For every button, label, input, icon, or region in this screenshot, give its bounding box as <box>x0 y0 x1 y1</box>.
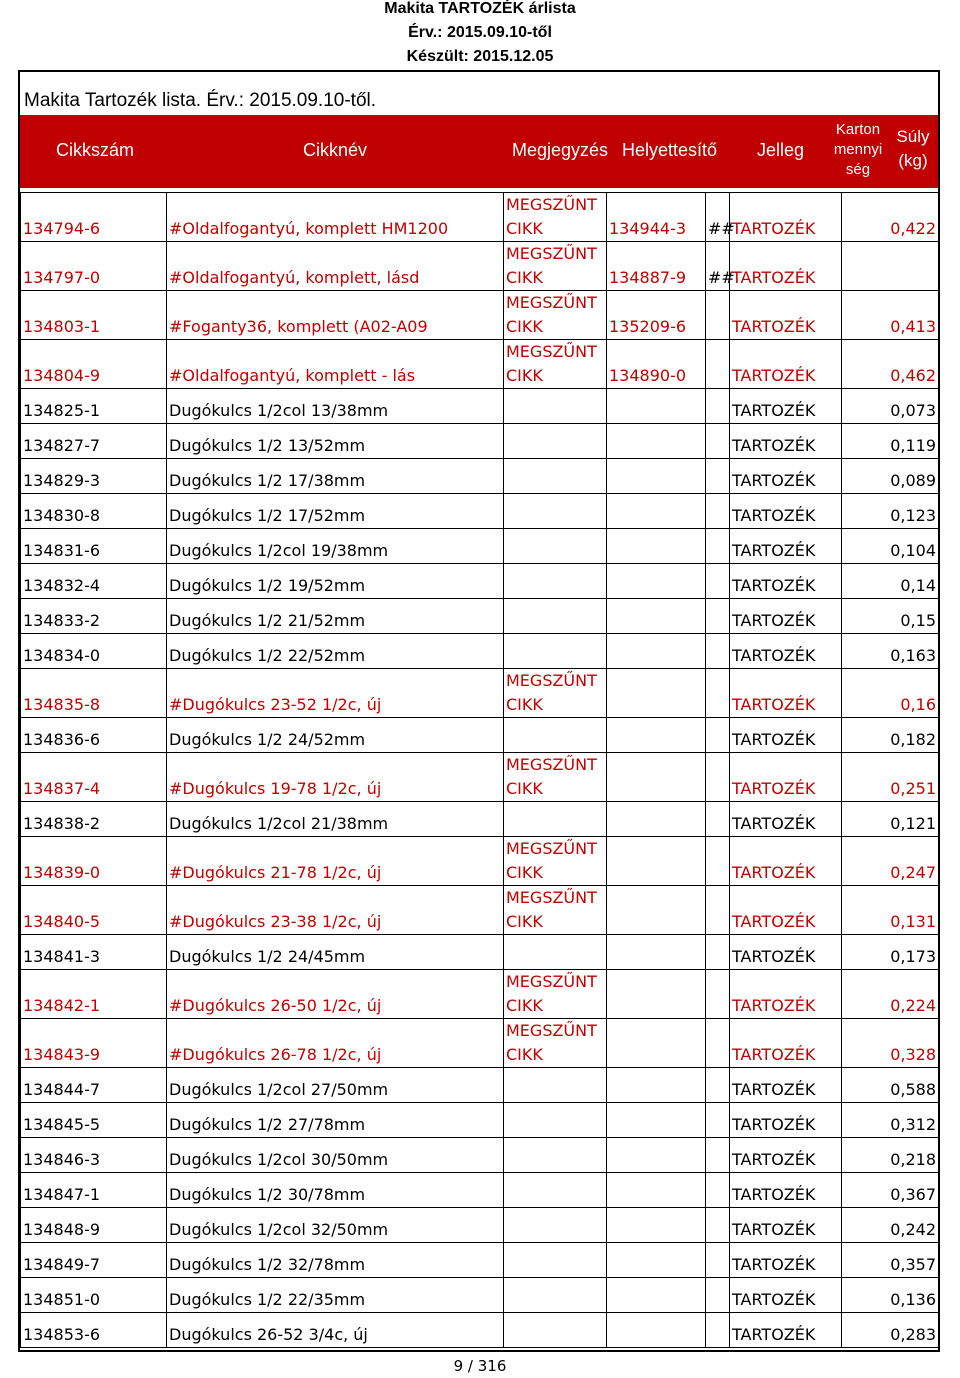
table-row <box>21 494 939 529</box>
replacement-cell <box>607 1068 706 1103</box>
item-name-cell: #Dugókulcs 26-50 1/2c, új <box>167 970 504 1019</box>
carton-cell <box>706 669 730 718</box>
item-name-cell: Dugókulcs 1/2 32/78mm <box>167 1243 504 1278</box>
type-cell: TARTOZÉK <box>730 970 842 1019</box>
item-name-cell: #Dugókulcs 23-38 1/2c, új <box>167 886 504 935</box>
weight-cell: 0,462 <box>842 340 939 389</box>
item-code-cell: 134840-5 <box>21 886 167 935</box>
carton-cell <box>706 459 730 494</box>
note-cell <box>504 1313 607 1348</box>
item-name-cell: Dugókulcs 1/2 22/52mm <box>167 634 504 669</box>
weight-cell: 0,312 <box>842 1103 939 1138</box>
type-cell: TARTOZÉK <box>730 459 842 494</box>
carton-cell <box>706 340 730 389</box>
weight-cell: 0,218 <box>842 1138 939 1173</box>
table-row <box>21 193 939 242</box>
carton-cell <box>706 529 730 564</box>
weight-cell: 0,15 <box>842 599 939 634</box>
table-row <box>21 1208 939 1243</box>
carton-cell <box>706 1173 730 1208</box>
table-row <box>21 935 939 970</box>
replacement-cell <box>607 1103 706 1138</box>
type-cell: TARTOZÉK <box>730 599 842 634</box>
replacement-cell <box>607 970 706 1019</box>
item-code-cell: 134839-0 <box>21 837 167 886</box>
weight-cell: 0,413 <box>842 291 939 340</box>
item-code-cell: 134838-2 <box>21 802 167 837</box>
table-row <box>21 459 939 494</box>
note-cell <box>504 1208 607 1243</box>
replacement-cell <box>607 1138 706 1173</box>
replacement-cell <box>607 634 706 669</box>
replacement-cell <box>607 1208 706 1243</box>
item-code-cell: 134846-3 <box>21 1138 167 1173</box>
carton-cell <box>706 718 730 753</box>
replacement-cell <box>607 389 706 424</box>
weight-cell: 0,121 <box>842 802 939 837</box>
carton-cell <box>706 424 730 459</box>
item-name-cell: Dugókulcs 1/2 30/78mm <box>167 1173 504 1208</box>
weight-cell: 0,224 <box>842 970 939 1019</box>
sheet-title: Makita Tartozék lista. Érv.: 2015.09.10-től. <box>24 90 377 111</box>
item-name-cell: Dugókulcs 1/2 27/78mm <box>167 1103 504 1138</box>
weight-cell: 0,182 <box>842 718 939 753</box>
type-cell: TARTOZÉK <box>730 529 842 564</box>
type-cell: TARTOZÉK <box>730 718 842 753</box>
replacement-cell <box>607 1243 706 1278</box>
type-cell: TARTOZÉK <box>730 1208 842 1243</box>
note-cell: MEGSZŰNT CIKK <box>504 886 607 935</box>
item-code-cell: 134833-2 <box>21 599 167 634</box>
table-row <box>21 1019 939 1068</box>
item-code-cell: 134835-8 <box>21 669 167 718</box>
type-cell: TARTOZÉK <box>730 1103 842 1138</box>
carton-cell <box>706 1278 730 1313</box>
item-code-cell: 134851-0 <box>21 1278 167 1313</box>
item-code-cell: 134844-7 <box>21 1068 167 1103</box>
carton-cell <box>706 599 730 634</box>
item-name-cell: Dugókulcs 1/2 22/35mm <box>167 1278 504 1313</box>
weight-cell: 0,119 <box>842 424 939 459</box>
item-name-cell: Dugókulcs 1/2col 13/38mm <box>167 389 504 424</box>
carton-cell <box>706 1208 730 1243</box>
item-name-cell: Dugókulcs 1/2 24/52mm <box>167 718 504 753</box>
item-name-cell: Dugókulcs 1/2col 27/50mm <box>167 1068 504 1103</box>
table-row <box>21 291 939 340</box>
table-row <box>21 1173 939 1208</box>
item-code-cell: 134837-4 <box>21 753 167 802</box>
item-name-cell: Dugókulcs 1/2 17/52mm <box>167 494 504 529</box>
weight-cell: 0,422 <box>842 193 939 242</box>
replacement-cell <box>607 459 706 494</box>
carton-cell <box>706 1068 730 1103</box>
type-cell: TARTOZÉK <box>730 1173 842 1208</box>
carton-cell <box>706 1313 730 1348</box>
note-cell: MEGSZŰNT CIKK <box>504 837 607 886</box>
col-replacement-header: Helyettesítő <box>622 140 718 160</box>
page-number: 9 / 316 <box>453 1357 507 1375</box>
item-name-cell: Dugókulcs 1/2col 30/50mm <box>167 1138 504 1173</box>
item-code-cell: 134836-6 <box>21 718 167 753</box>
item-code-cell: 134831-6 <box>21 529 167 564</box>
table-row <box>21 242 939 291</box>
table-row <box>21 837 939 886</box>
type-cell: TARTOZÉK <box>730 1019 842 1068</box>
table-row <box>21 424 939 459</box>
table-row <box>21 970 939 1019</box>
item-name-cell: #Dugókulcs 26-78 1/2c, új <box>167 1019 504 1068</box>
weight-cell: 0,163 <box>842 634 939 669</box>
item-name-cell: Dugókulcs 1/2col 32/50mm <box>167 1208 504 1243</box>
item-name-cell: Dugókulcs 26-52 3/4c, új <box>167 1313 504 1348</box>
replacement-cell <box>607 599 706 634</box>
item-code-cell: 134848-9 <box>21 1208 167 1243</box>
carton-cell <box>706 886 730 935</box>
table-row <box>21 802 939 837</box>
carton-cell <box>706 634 730 669</box>
weight-cell: 0,357 <box>842 1243 939 1278</box>
item-code-cell: 134794-6 <box>21 193 167 242</box>
item-name-cell: #Dugókulcs 23-52 1/2c, új <box>167 669 504 718</box>
document-title: Makita TARTOZÉK árlista <box>384 0 576 17</box>
note-cell: MEGSZŰNT CIKK <box>504 669 607 718</box>
table-row <box>21 1068 939 1103</box>
table-row <box>21 340 939 389</box>
table-row <box>21 599 939 634</box>
item-code-cell: 134829-3 <box>21 459 167 494</box>
note-cell: MEGSZŰNT CIKK <box>504 970 607 1019</box>
replacement-cell <box>607 529 706 564</box>
replacement-cell: 134890-0 <box>607 340 706 389</box>
weight-cell: 0,173 <box>842 935 939 970</box>
table-row <box>21 1313 939 1348</box>
item-code-cell: 134843-9 <box>21 1019 167 1068</box>
item-code-cell: 134841-3 <box>21 935 167 970</box>
item-code-cell: 134853-6 <box>21 1313 167 1348</box>
note-cell: MEGSZŰNT CIKK <box>504 193 607 242</box>
replacement-cell <box>607 802 706 837</box>
type-cell: TARTOZÉK <box>730 935 842 970</box>
note-cell: MEGSZŰNT CIKK <box>504 291 607 340</box>
note-cell: MEGSZŰNT CIKK <box>504 242 607 291</box>
note-cell <box>504 1173 607 1208</box>
type-cell: TARTOZÉK <box>730 424 842 459</box>
carton-cell <box>706 970 730 1019</box>
table-row <box>21 564 939 599</box>
item-name-cell: Dugókulcs 1/2 24/45mm <box>167 935 504 970</box>
type-cell: TARTOZÉK <box>730 802 842 837</box>
weight-cell: 0,123 <box>842 494 939 529</box>
col-carton-header: Karton mennyi ség <box>833 121 883 178</box>
item-code-cell: 134849-7 <box>21 1243 167 1278</box>
weight-cell: 0,283 <box>842 1313 939 1348</box>
col-weight-header: Súly (kg) <box>896 127 930 170</box>
table-row <box>21 634 939 669</box>
table-row <box>21 529 939 564</box>
item-code-cell: 134804-9 <box>21 340 167 389</box>
item-name-cell: Dugókulcs 1/2 13/52mm <box>167 424 504 459</box>
replacement-cell <box>607 424 706 459</box>
type-cell: TARTOZÉK <box>730 340 842 389</box>
replacement-cell <box>607 753 706 802</box>
item-code-cell: 134834-0 <box>21 634 167 669</box>
note-cell <box>504 935 607 970</box>
weight-cell: 0,242 <box>842 1208 939 1243</box>
item-code-cell: 134830-8 <box>21 494 167 529</box>
weight-cell: 0,16 <box>842 669 939 718</box>
carton-cell <box>706 837 730 886</box>
item-name-cell: #Oldalfogantyú, komplett HM1200 <box>167 193 504 242</box>
type-cell: TARTOZÉK <box>730 669 842 718</box>
note-cell <box>504 529 607 564</box>
table-row <box>21 1138 939 1173</box>
note-cell <box>504 459 607 494</box>
replacement-cell <box>607 718 706 753</box>
item-name-cell: #Foganty36, komplett (A02-A09 <box>167 291 504 340</box>
weight-cell <box>842 242 939 291</box>
note-cell <box>504 494 607 529</box>
note-cell <box>504 1068 607 1103</box>
type-cell: TARTOZÉK <box>730 1068 842 1103</box>
table-row <box>21 886 939 935</box>
weight-cell: 0,588 <box>842 1068 939 1103</box>
note-cell <box>504 1138 607 1173</box>
carton-cell <box>706 1138 730 1173</box>
validity-date: Érv.: 2015.09.10-től <box>408 24 552 41</box>
type-cell: TARTOZÉK <box>730 634 842 669</box>
weight-cell: 0,367 <box>842 1173 939 1208</box>
note-cell <box>504 564 607 599</box>
item-code-cell: 134797-0 <box>21 242 167 291</box>
replacement-cell <box>607 1278 706 1313</box>
weight-cell: 0,136 <box>842 1278 939 1313</box>
weight-cell: 0,328 <box>842 1019 939 1068</box>
carton-cell <box>706 935 730 970</box>
carton-cell <box>706 802 730 837</box>
col-note-header: Megjegyzés <box>512 140 609 160</box>
type-cell: TARTOZÉK <box>730 1313 842 1348</box>
item-name-cell: Dugókulcs 1/2 19/52mm <box>167 564 504 599</box>
carton-cell <box>706 494 730 529</box>
col-name-header: Cikknév <box>303 140 368 160</box>
weight-cell: 0,104 <box>842 529 939 564</box>
created-date: Készült: 2015.12.05 <box>406 48 554 65</box>
note-cell: MEGSZŰNT CIKK <box>504 340 607 389</box>
weight-cell: 0,247 <box>842 837 939 886</box>
note-cell <box>504 802 607 837</box>
weight-cell: 0,073 <box>842 389 939 424</box>
replacement-cell <box>607 564 706 599</box>
note-cell <box>504 1243 607 1278</box>
table-row <box>21 753 939 802</box>
replacement-cell <box>607 1173 706 1208</box>
carton-cell <box>706 1243 730 1278</box>
item-name-cell: #Dugókulcs 21-78 1/2c, új <box>167 837 504 886</box>
note-cell: MEGSZŰNT CIKK <box>504 1019 607 1068</box>
type-cell: TARTOZÉK <box>730 291 842 340</box>
type-cell: TARTOZÉK <box>730 1138 842 1173</box>
table-row <box>21 389 939 424</box>
type-cell: TARTOZÉK <box>730 193 842 242</box>
note-cell <box>504 634 607 669</box>
replacement-cell <box>607 669 706 718</box>
item-name-cell: #Dugókulcs 19-78 1/2c, új <box>167 753 504 802</box>
type-cell: TARTOZÉK <box>730 753 842 802</box>
carton-cell: ## <box>706 242 730 291</box>
item-code-cell: 134845-5 <box>21 1103 167 1138</box>
column-header-band <box>20 115 938 188</box>
item-name-cell: #Oldalfogantyú, komplett, lásd <box>167 242 504 291</box>
item-code-cell: 134825-1 <box>21 389 167 424</box>
weight-cell: 0,089 <box>842 459 939 494</box>
carton-cell: ## <box>706 193 730 242</box>
replacement-cell <box>607 935 706 970</box>
note-cell: MEGSZŰNT CIKK <box>504 753 607 802</box>
note-cell <box>504 718 607 753</box>
type-cell: TARTOZÉK <box>730 837 842 886</box>
type-cell: TARTOZÉK <box>730 494 842 529</box>
item-code-cell: 134827-7 <box>21 424 167 459</box>
table-row <box>21 1103 939 1138</box>
carton-cell <box>706 389 730 424</box>
carton-cell <box>706 1019 730 1068</box>
table-row <box>21 718 939 753</box>
replacement-cell: 135209-6 <box>607 291 706 340</box>
col-type-header: Jelleg <box>757 140 805 160</box>
weight-cell: 0,251 <box>842 753 939 802</box>
note-cell <box>504 599 607 634</box>
table-row <box>21 669 939 718</box>
replacement-cell <box>607 1019 706 1068</box>
type-cell: TARTOZÉK <box>730 1278 842 1313</box>
replacement-cell <box>607 494 706 529</box>
carton-cell <box>706 753 730 802</box>
note-cell <box>504 424 607 459</box>
type-cell: TARTOZÉK <box>730 564 842 599</box>
col-code-header: Cikkszám <box>56 140 135 160</box>
weight-cell: 0,14 <box>842 564 939 599</box>
item-code-cell: 134842-1 <box>21 970 167 1019</box>
item-code-cell: 134803-1 <box>21 291 167 340</box>
item-name-cell: #Oldalfogantyú, komplett - lás <box>167 340 504 389</box>
table-row <box>21 1243 939 1278</box>
carton-cell <box>706 564 730 599</box>
replacement-cell: 134887-9 <box>607 242 706 291</box>
item-code-cell: 134832-4 <box>21 564 167 599</box>
replacement-cell <box>607 886 706 935</box>
item-name-cell: Dugókulcs 1/2col 19/38mm <box>167 529 504 564</box>
type-cell: TARTOZÉK <box>730 1243 842 1278</box>
carton-cell <box>706 291 730 340</box>
type-cell: TARTOZÉK <box>730 242 842 291</box>
replacement-cell <box>607 837 706 886</box>
replacement-cell <box>607 1313 706 1348</box>
type-cell: TARTOZÉK <box>730 886 842 935</box>
item-name-cell: Dugókulcs 1/2 21/52mm <box>167 599 504 634</box>
item-code-cell: 134847-1 <box>21 1173 167 1208</box>
note-cell <box>504 389 607 424</box>
table-row <box>21 1278 939 1313</box>
note-cell <box>504 1278 607 1313</box>
weight-cell: 0,131 <box>842 886 939 935</box>
item-name-cell: Dugókulcs 1/2 17/38mm <box>167 459 504 494</box>
item-name-cell: Dugókulcs 1/2col 21/38mm <box>167 802 504 837</box>
note-cell <box>504 1103 607 1138</box>
replacement-cell: 134944-3 <box>607 193 706 242</box>
carton-cell <box>706 1103 730 1138</box>
type-cell: TARTOZÉK <box>730 389 842 424</box>
price-list-table <box>20 192 939 1348</box>
